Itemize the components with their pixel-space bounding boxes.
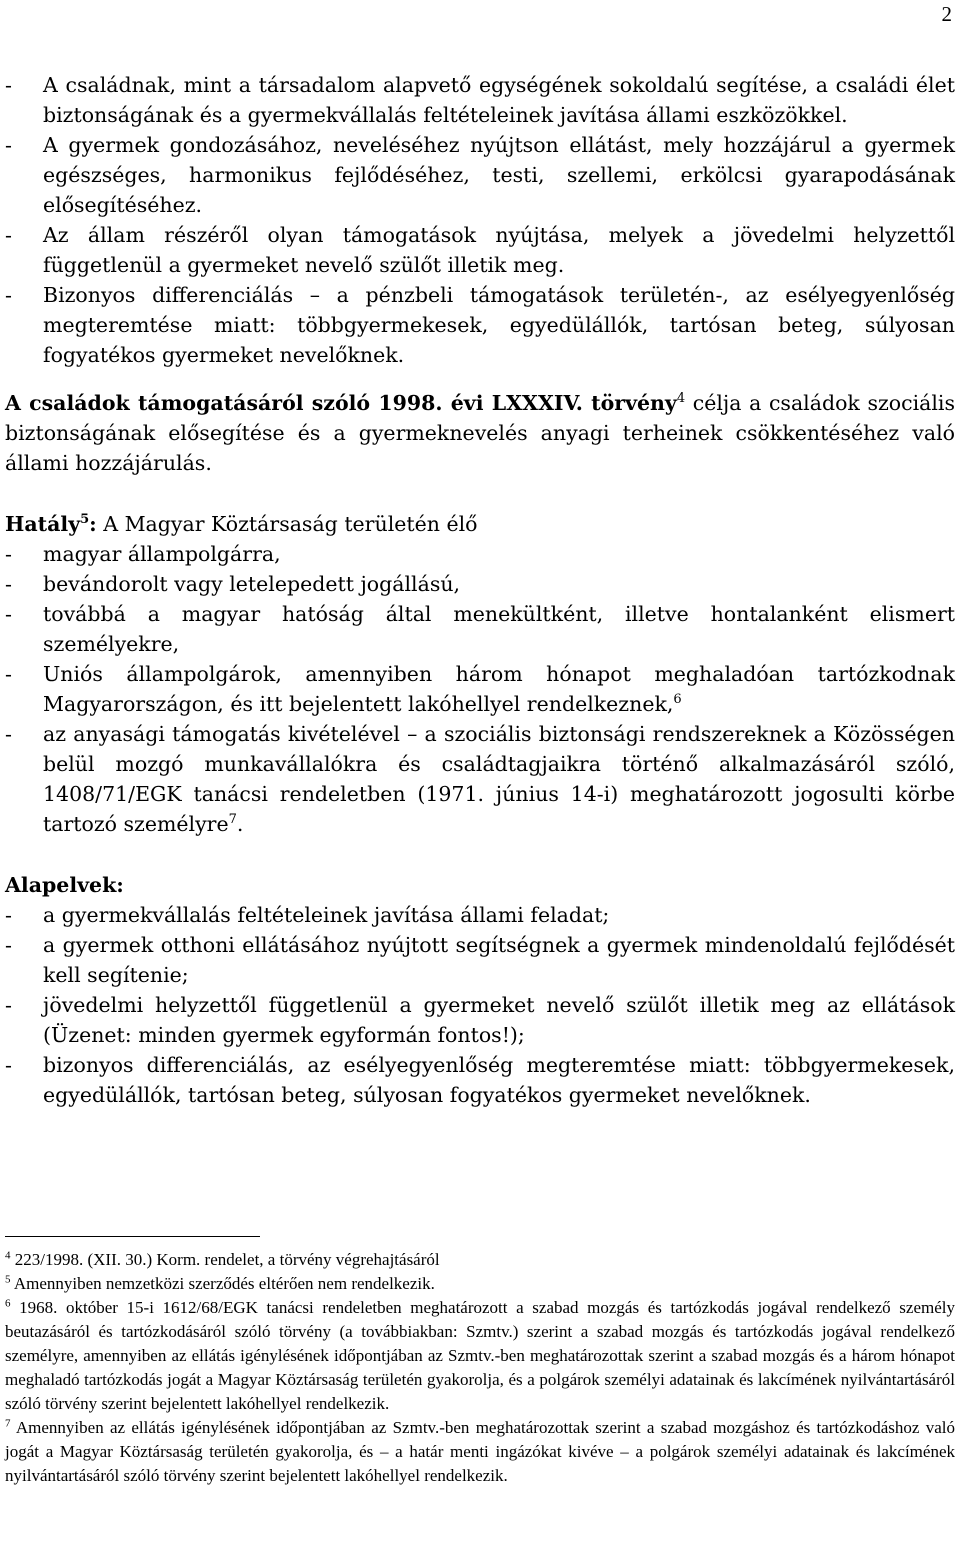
list-item: - Bizonyos differenciálás – a pénzbeli támogatások területén-, az esélyegyenlőség megteremtése miatt: többgyermekesek, egyedülállók, tartósan beteg, súlyosan fogyatékos gyermeket nevelőknek.	[5, 283, 955, 367]
footnote-ref: 4	[676, 391, 686, 407]
footnote-ref: 6	[673, 692, 682, 708]
footnote: $^6$ 1968. október 15-i 1612/68/EGK tanácsi rendeletben meghatározott a szabad mozgás és tartózkodás jogával rendelkező személy beutazásáról és tartózkodásáról szóló törvény (a továbbiakban: Szmtv.) szerint a szabad mozgás és tartózkodás jogával rendelkező személyre, amennyiben az ellátás igénylésének időpontjában az Szmtv.-ben meghatározottak szerint a szabad mozgás és a három hónapot meghaladó tartózkodás jogát a Magyar Köztársaság területén gyakorolja, és a polgárok személyi adatainak és lakcímének nyilvántartásáról szóló törvény szerint bejelentett lakóhellyel rendelkezik.	[5, 1297, 955, 1413]
footnote: $^4$ 223/1998. (XII. 30.) Korm. rendelet, a törvény végrehajtásáról	[5, 1249, 440, 1269]
law-title: A családok támogatásáról szóló 1998. évi LXXXIV. törvény	[5, 391, 677, 415]
list-item: - jövedelmi helyzettől függetlenül a gyermeket nevelő szülőt illetik meg az ellátások (Üzenet: minden gyermek egyformán fontos!);	[5, 993, 955, 1047]
hataly-paragraph: Hatály$^5$: A Magyar Köztársaság területén élő	[5, 512, 478, 536]
list-item: - Az állam részéről olyan támogatások nyújtása, melyek a jövedelmi helyzettől függetlenül a gyermeket nevelő szülőt illetik meg.	[5, 223, 955, 277]
list-item: - A családnak, mint a társadalom alapvető egységének sokoldalú segítése, a családi élet biztonságának és a gyermekvállalás feltételeinek javítása állami eszközökkel.	[5, 73, 955, 127]
page-body	[5, 70, 955, 1110]
list-item: - bevándorolt vagy letelepedett jogállású,	[5, 572, 461, 596]
list-item: - magyar állampolgárra,	[5, 542, 281, 566]
hataly-heading: Hatály	[5, 512, 81, 536]
footnote-divider	[5, 1236, 260, 1237]
law-paragraph: A családok támogatásáról szóló 1998. évi LXXXIV. törvény$^4$ célja a családok szociális biztonságának elősegítése és a gyermeknevelés anyagi terheinek csökkentéséhez való állami hozzájárulás.	[5, 391, 956, 475]
footnote: $^7$ Amennyiben az ellátás igénylésének időpontjában az Szmtv.-ben meghatározottak szerint a szabad mozgáshoz és tartózkodáshoz való jogát a Magyar Köztársaság területén gyakorolja, és – a határ menti ingázókat kivéve – a polgárok személyi adatainak és lakcímének nyilvántartásáról szóló törvény szerint bejelentett lakóhellyel rendelkezik.	[5, 1417, 956, 1485]
list-item: - Uniós állampolgárok, amennyiben három hónapot meghaladóan tartózkodnak Magyarországon, és itt bejelentett lakóhellyel rendelkeznek,$^6$	[5, 662, 955, 716]
list-item: - a gyermek otthoni ellátásához nyújtott segítségnek a gyermek mindenoldalú fejlődését kell segítenie;	[5, 933, 955, 987]
list-item: - a gyermekvállalás feltételeinek javítása állami feladat;	[5, 903, 610, 927]
list-item: - bizonyos differenciálás, az esélyegyenlőség megteremtése miatt: többgyermekesek, egyedülállók, tartósan beteg, súlyosan fogyatékos gyermeket nevelőknek.	[5, 1053, 955, 1107]
list-item: - továbbá a magyar hatóság által menekültként, illetve hontalanként elismert személyekre,	[5, 602, 955, 656]
footnote: $^5$ Amennyiben nemzetközi szerződés eltérően nem rendelkezik.	[5, 1273, 435, 1293]
footnote-ref: 7	[228, 812, 237, 828]
page-number: 2	[941, 2, 952, 26]
footnotes	[5, 1248, 955, 1488]
list-item: - A gyermek gondozásához, neveléséhez nyújtson ellátást, mely hozzájárul a gyermek egészséges, harmonikus fejlődéséhez, testi, szellemi, erkölcsi gyarapodásának elősegítéséhez.	[5, 133, 955, 217]
list-item: - az anyasági támogatás kivételével – a szociális biztonsági rendszereknek a Közösségen belül mozgó munkavállalókra és családtagjaikra történő alkalmazásáról szóló, 1408/71/EGK tanácsi rendeletben (1971. június 14-i) meghatározott jogosulti körbe tartozó személyre$^7$.	[5, 722, 955, 836]
footnote-ref: 5	[80, 512, 90, 528]
alapelvek-heading: Alapelvek:	[5, 873, 124, 897]
